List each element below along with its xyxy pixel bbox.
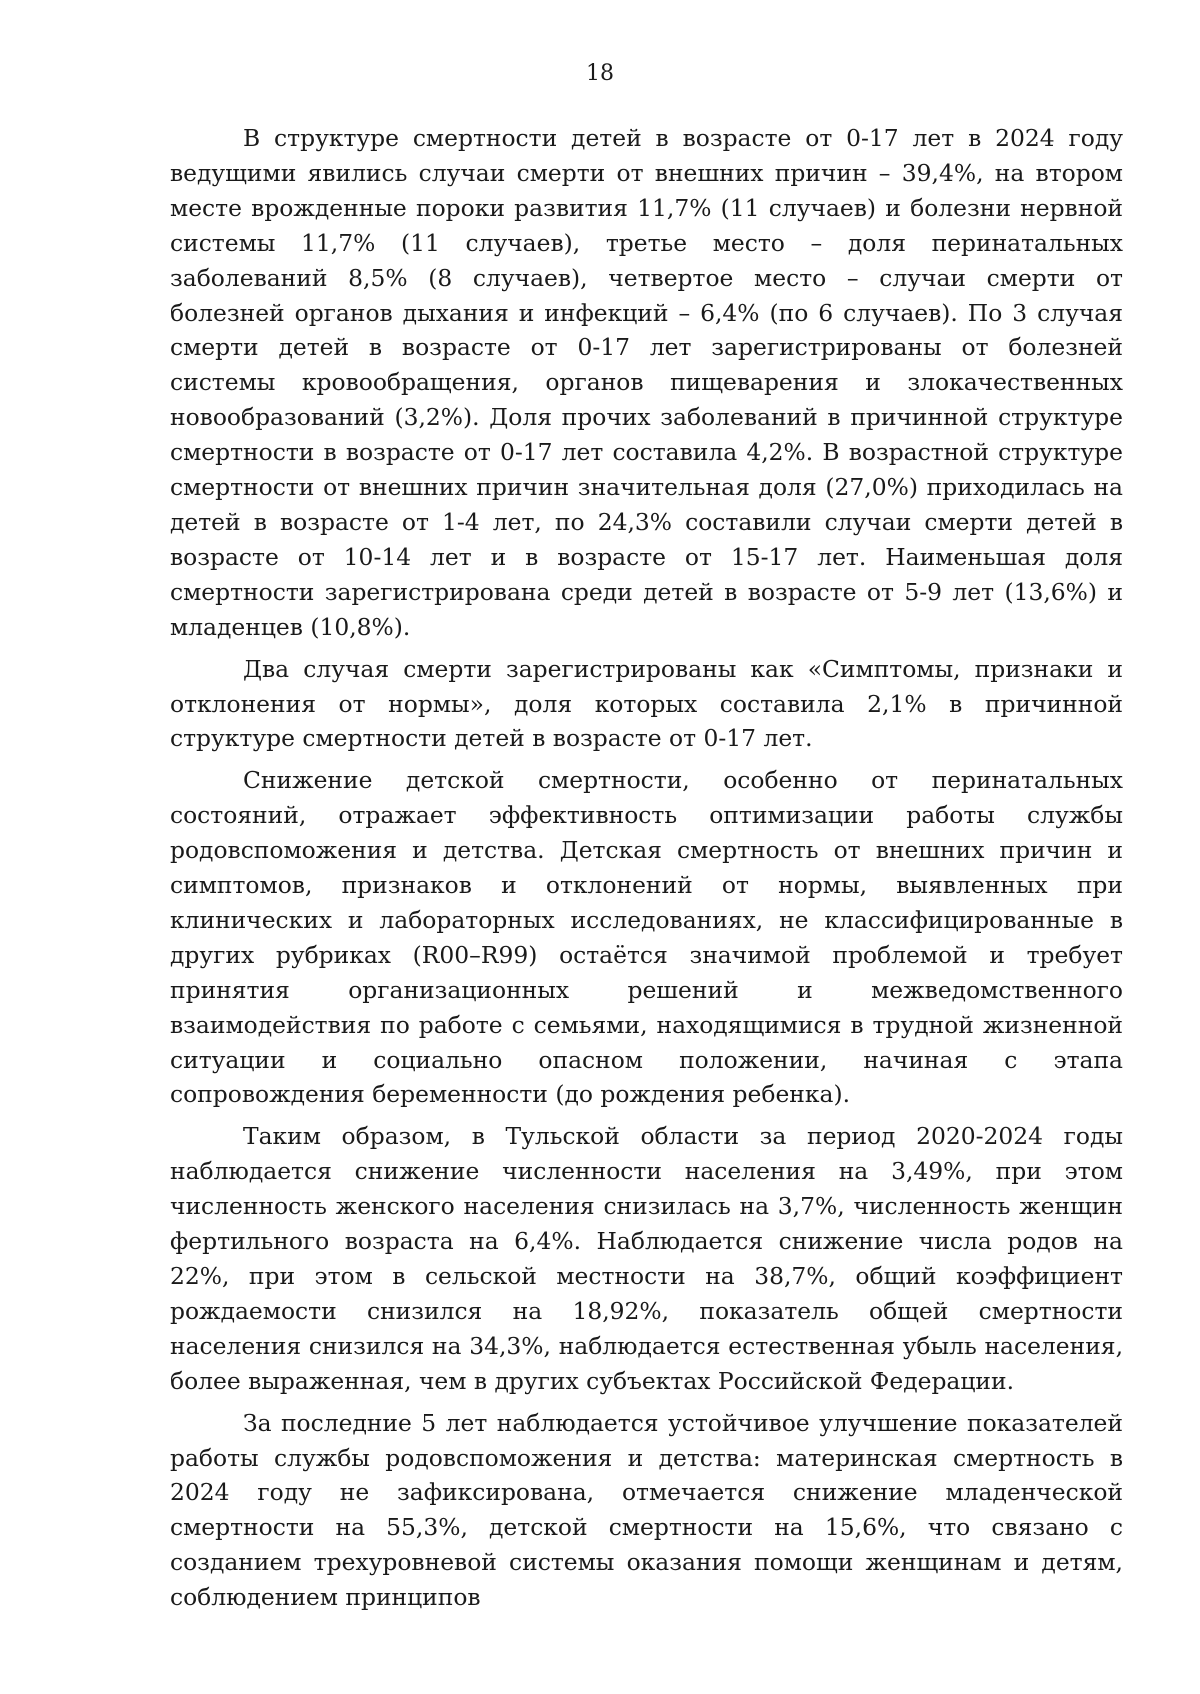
paragraph-five-year-improvement: За последние 5 лет наблюдается устойчивое улучшение показателей работы службы родовспоможения и детства: материнская смертность в 2024 году не зафиксирована, отмечается снижение младенческой смертности на 55,3%, детской смертности на 15,6%, что связано с созданием трехуровневой системы оказания помощи женщинам и детям, соблюдением принципов: [170, 1408, 1123, 1612]
paragraph-mortality-reduction: Снижение детской смертности, особенно от перинатальных состояний, отражает эффективность оптимизации работы службы родовспоможения и детства. Детская смертность от внешних причин и симптомов, признаков и отклонений от нормы, выявленных при клинических и лабораторных исследованиях, не классифицированные в других рубриках (R00–R99) остаётся значимой проблемой и требует принятия организационных решений и межведомственного взаимодействия по работе с семьями, находящимися в трудной жизненной ситуации и социально опасном положении, начиная с этапа сопровождения беременности (до рождения ребенка).: [170, 766, 1123, 1109]
paragraph-child-mortality-structure: В структуре смертности детей в возрасте от 0-17 лет в 2024 году ведущими явились случаи смерти от внешних причин – 39,4%, на втором месте врожденные пороки развития 11,7% (11 случаев) и болезни нервной системы 11,7% (11 случаев), третье место – доля перинатальных заболеваний 8,5% (8 случаев), четвертое место – случаи смерти от болезней органов дыхания и инфекций – 6,4% (по 6 случаев). По 3 случая смерти детей в возрасте от 0-17 лет зарегистрированы от болезней системы кровообращения, органов пищеварения и злокачественных новообразований (3,2%). Доля прочих заболеваний в причинной структуре смертности в возрасте от 0-17 лет составила 4,2%. В возрастной структуре смертности от внешних причин значительная доля (27,0%) приходилась на детей в возрасте от 1-4 лет, по 24,3% составили случаи смерти детей в возрасте от 10-14 лет и в возрасте от 15-17 лет. Наименьшая доля смертности зарегистрирована среди детей в возрасте от 5-9 лет (13,6%) и младенцев (10,8%).: [170, 124, 1123, 641]
document-body: [170, 121, 1123, 1622]
paragraph-tula-region-summary: Таким образом, в Тульской области за период 2020-2024 годы наблюдается снижение численности населения на 3,49%, при этом численность женского населения снизилась на 3,7%, численность женщин фертильного возраста на 6,4%. Наблюдается снижение числа родов на 22%, при этом в сельской местности на 38,7%, общий коэффициент рождаемости снизился на 18,92%, показатель общей смертности населения снизился на 34,3%, наблюдается естественная убыль населения, более выраженная, чем в других субъектах Российской Федерации.: [170, 1122, 1123, 1395]
paragraph-symptoms-cases: Два случая смерти зарегистрированы как «Симптомы, признаки и отклонения от нормы», доля которых составила 2,1% в причинной структуре смертности детей в возрасте от 0-17 лет.: [170, 654, 1123, 753]
page-number: 18: [586, 61, 614, 86]
